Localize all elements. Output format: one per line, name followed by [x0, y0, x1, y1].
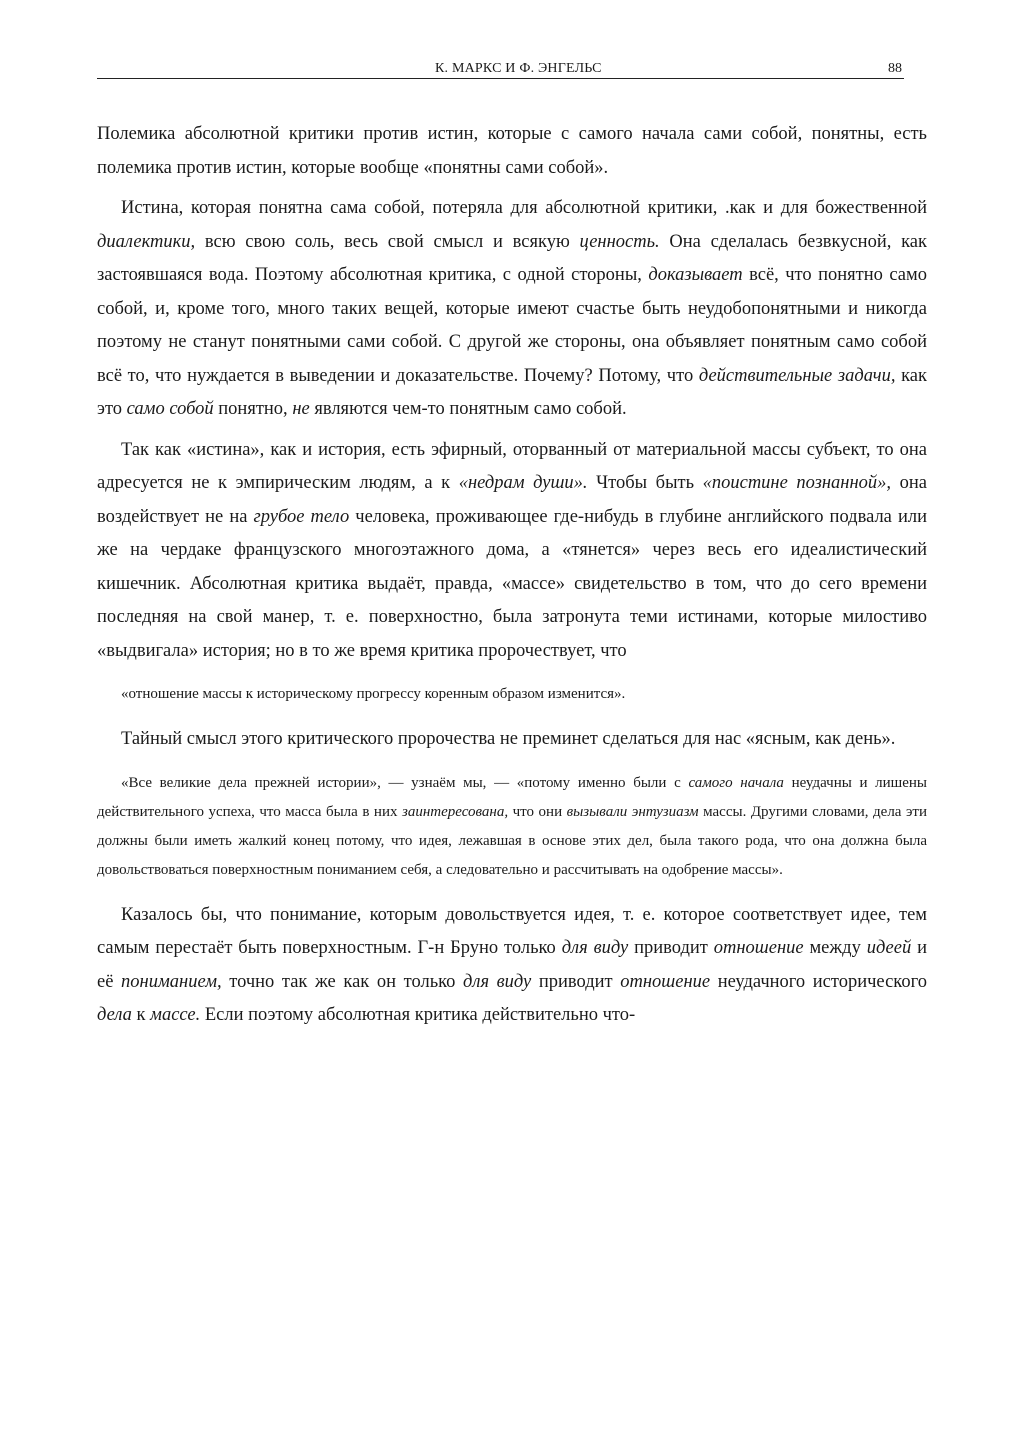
text-run: что они [508, 803, 567, 820]
paragraph [97, 192, 927, 427]
italic-text: вызывали энтузиазм [566, 803, 699, 820]
header-author: К. МАРКС И Ф. ЭНГЕЛЬС [435, 61, 602, 76]
italic-text: отношение [713, 938, 804, 958]
text-run: «отношение массы к историческому прогрессу коренным образом изменится». [121, 686, 626, 702]
text-run: и её [97, 938, 927, 992]
block-quote [97, 680, 927, 709]
text-run: Казалось бы, что понимание, которым довольствуется идея, т. е. которое соответствует идее, тем самым перестаёт быть поверхностным. Г-н Бруно только [97, 904, 927, 958]
italic-text: грубое тело [253, 506, 350, 527]
italic-text: отношение [620, 971, 711, 992]
page-number: 88 [888, 61, 902, 76]
paragraph [97, 899, 927, 1033]
text-run: точно так же как он только [221, 971, 464, 992]
text-run: к [131, 1005, 151, 1025]
italic-text: ценность. [579, 231, 660, 252]
text-run: «Все великие дела прежней истории», — узнаём мы, — «потому именно были с [121, 774, 689, 791]
italic-text: само собой [126, 399, 214, 419]
italic-text: массе. [150, 1005, 201, 1025]
text-run: являются чем-то понятным само собой. [309, 399, 627, 419]
text-run: массы. Другими словами, дела эти должны были иметь жалкий конец потому, что идея, лежавшая в основе этих дел, была такого рода, что она должна была довольствоваться поверхностным пониманием себя, а следовательно и рассчитывать на одобрение массы». [97, 803, 927, 878]
text-run: Так как «истина», как и история, есть эфирный, оторванный от материальной массы субъект, то она адресуется не к эмпирическим людям, а к [97, 439, 927, 493]
italic-text: для виду [463, 971, 532, 992]
text-run: понятно, [213, 399, 293, 419]
text-run: приводит [628, 938, 714, 958]
text-run: приводит [531, 971, 621, 992]
italic-text: доказывает [648, 265, 743, 285]
text-run: неудачного исторического [710, 971, 927, 992]
text-run: как это [97, 365, 927, 419]
italic-text: не [292, 399, 310, 419]
italic-text: для виду [561, 938, 629, 958]
text-run: Истина, которая понятна сама собой, потеряла для абсолютной критики, .как и для божественной [121, 198, 927, 218]
paragraph [97, 118, 927, 185]
text-run: Если поэтому абсолютная критика действительно что- [200, 1005, 636, 1025]
italic-text: дела [97, 1005, 132, 1025]
text-run: Полемика абсолютной критики против истин, которые с самого начала сами собой, понятны, есть полемика против истин, которые вообще «понятны сами собой». [97, 124, 927, 178]
text-run: она воздействует не на [97, 473, 927, 527]
text-run: Тайный смысл этого критического пророчества не преминет сделаться для нас «ясным, как день». [121, 729, 896, 749]
italic-text: «поистине познанной», [702, 473, 892, 493]
text-run: Она сделалась безвкусной, как застоявшаяся вода. Поэтому абсолютная критика, с одной стороны, [97, 231, 927, 285]
italic-text: пониманием, [121, 971, 222, 992]
block-quote [97, 769, 927, 885]
text-run: человека, проживающее где-нибудь в глубине английского подвала или же на чердаке французского многоэтажного дома, а «тянется» через весь его идеалистический кишечник. Абсолютная критика выдаёт, правда, «массе» свидетельство в том, что до сего времени последняя на свой манер, т. е. поверхностно, была затронута теми истинами, которые милостиво «выдвигала» история; но в то же время критика пророчествует, что [97, 506, 928, 661]
italic-text: диалектики, [97, 231, 196, 252]
paragraph [97, 723, 927, 757]
text-run: всё, что понятно само собой, и, кроме того, много таких вещей, которые имеют счастье быть неудобопонятными и никогда поэтому не станут понятными сами собой. С другой же стороны, она объявляет понятным само собой всё то, что нуждается в выведении и доказательстве. Почему? Потому, что [97, 265, 927, 386]
text-run: между [803, 938, 867, 958]
italic-text: идеей [866, 938, 912, 958]
italic-text: действительные задачи, [698, 365, 896, 386]
italic-text: самого начала [688, 774, 784, 791]
italic-text: заинтересована, [401, 803, 509, 820]
text-run: Чтобы быть [587, 473, 703, 493]
italic-text: «недрам души». [458, 473, 588, 493]
text-run: неудачны и лишены действительного успеха, что масса была в них [97, 774, 927, 820]
paragraph [97, 434, 927, 669]
running-header [97, 62, 904, 79]
page-body [97, 118, 927, 1033]
text-run: всю свою соль, весь свой смысл и всякую [195, 231, 580, 252]
